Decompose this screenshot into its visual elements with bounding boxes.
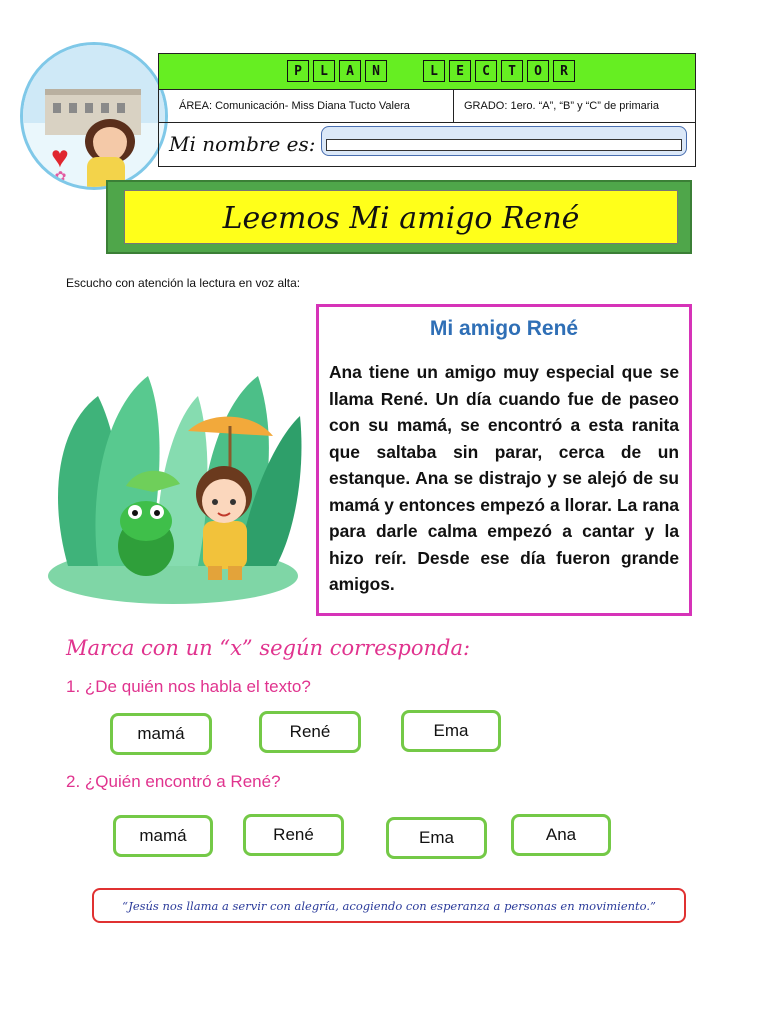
- motto-box: [92, 888, 686, 923]
- plan-lector-title-bar: [159, 54, 695, 90]
- name-field-line: [326, 139, 682, 151]
- question-2: 2. ¿Quién encontró a René?: [66, 772, 281, 791]
- leaves-background-icon: [48, 376, 301, 604]
- logo-window: [53, 103, 61, 113]
- banner-title: Leemos Mi amigo René: [222, 201, 580, 236]
- plan-lector-title: [287, 60, 575, 82]
- title-letter: L: [423, 60, 445, 82]
- title-letter: C: [475, 60, 497, 82]
- answer-option-ana[interactable]: Ana: [511, 814, 611, 856]
- logo-window: [117, 103, 125, 113]
- answer-option-ema[interactable]: Ema: [401, 710, 501, 752]
- story-text: Ana tiene un amigo muy especial que se llama René. Un día cuando fue de paseo con su mamá, se encontró a esta ranita que saltaba sin parar, cerca de un estanque. Ana se distrajo y se alejó de su mamá y entonces empezó a llorar. La rana para darle calma empezó a cantar y la hizo reír. Desde ese día fueron grande amigos.: [329, 362, 679, 594]
- story-illustration: [38, 316, 308, 616]
- title-letter: R: [553, 60, 575, 82]
- instruction-text: Escucho con atención la lectura en voz alta:: [66, 276, 301, 290]
- grado-cell: [453, 90, 696, 122]
- answer-option-rene[interactable]: René: [259, 711, 361, 753]
- grado-label: GRADO: 1ero. “A”, “B” y “C” de primaria: [464, 100, 659, 112]
- title-letter: O: [527, 60, 549, 82]
- logo-window: [85, 103, 93, 113]
- logo-window: [69, 103, 77, 113]
- info-row: [159, 90, 695, 123]
- logo-window: [101, 103, 109, 113]
- flowers-icon: ✿ ✿: [39, 168, 67, 184]
- area-label: ÁREA: Comunicación- Miss Diana Tucto Valera: [179, 100, 410, 112]
- answer-option-rene[interactable]: René: [243, 814, 344, 856]
- answer-option-ema[interactable]: Ema: [386, 817, 487, 859]
- name-label: Mi nombre es:: [169, 132, 316, 156]
- title-banner: [106, 180, 692, 254]
- title-banner-inner: [124, 190, 678, 244]
- answer-option-mama[interactable]: mamá: [113, 815, 213, 857]
- title-letter: E: [449, 60, 471, 82]
- title-letter: T: [501, 60, 523, 82]
- title-word-gap: [391, 60, 419, 82]
- heart-icon: ♥: [51, 141, 69, 174]
- header-table: [158, 53, 696, 167]
- answer-option-mama[interactable]: mamá: [110, 713, 212, 755]
- motto-text: “Jesús nos llama a servir con alegría, acogiendo con esperanza a personas en movimiento.”: [122, 899, 656, 913]
- question-1: 1. ¿De quién nos habla el texto?: [66, 677, 311, 696]
- name-field[interactable]: [321, 126, 687, 156]
- title-letter: A: [339, 60, 361, 82]
- story-box: [316, 304, 692, 616]
- name-row: [159, 123, 695, 166]
- title-letter: L: [313, 60, 335, 82]
- title-letter: N: [365, 60, 387, 82]
- title-letter: P: [287, 60, 309, 82]
- activity-heading: Marca con un “x” según corresponda:: [66, 636, 471, 660]
- school-logo: [20, 42, 168, 190]
- story-title: Mi amigo René: [429, 317, 579, 340]
